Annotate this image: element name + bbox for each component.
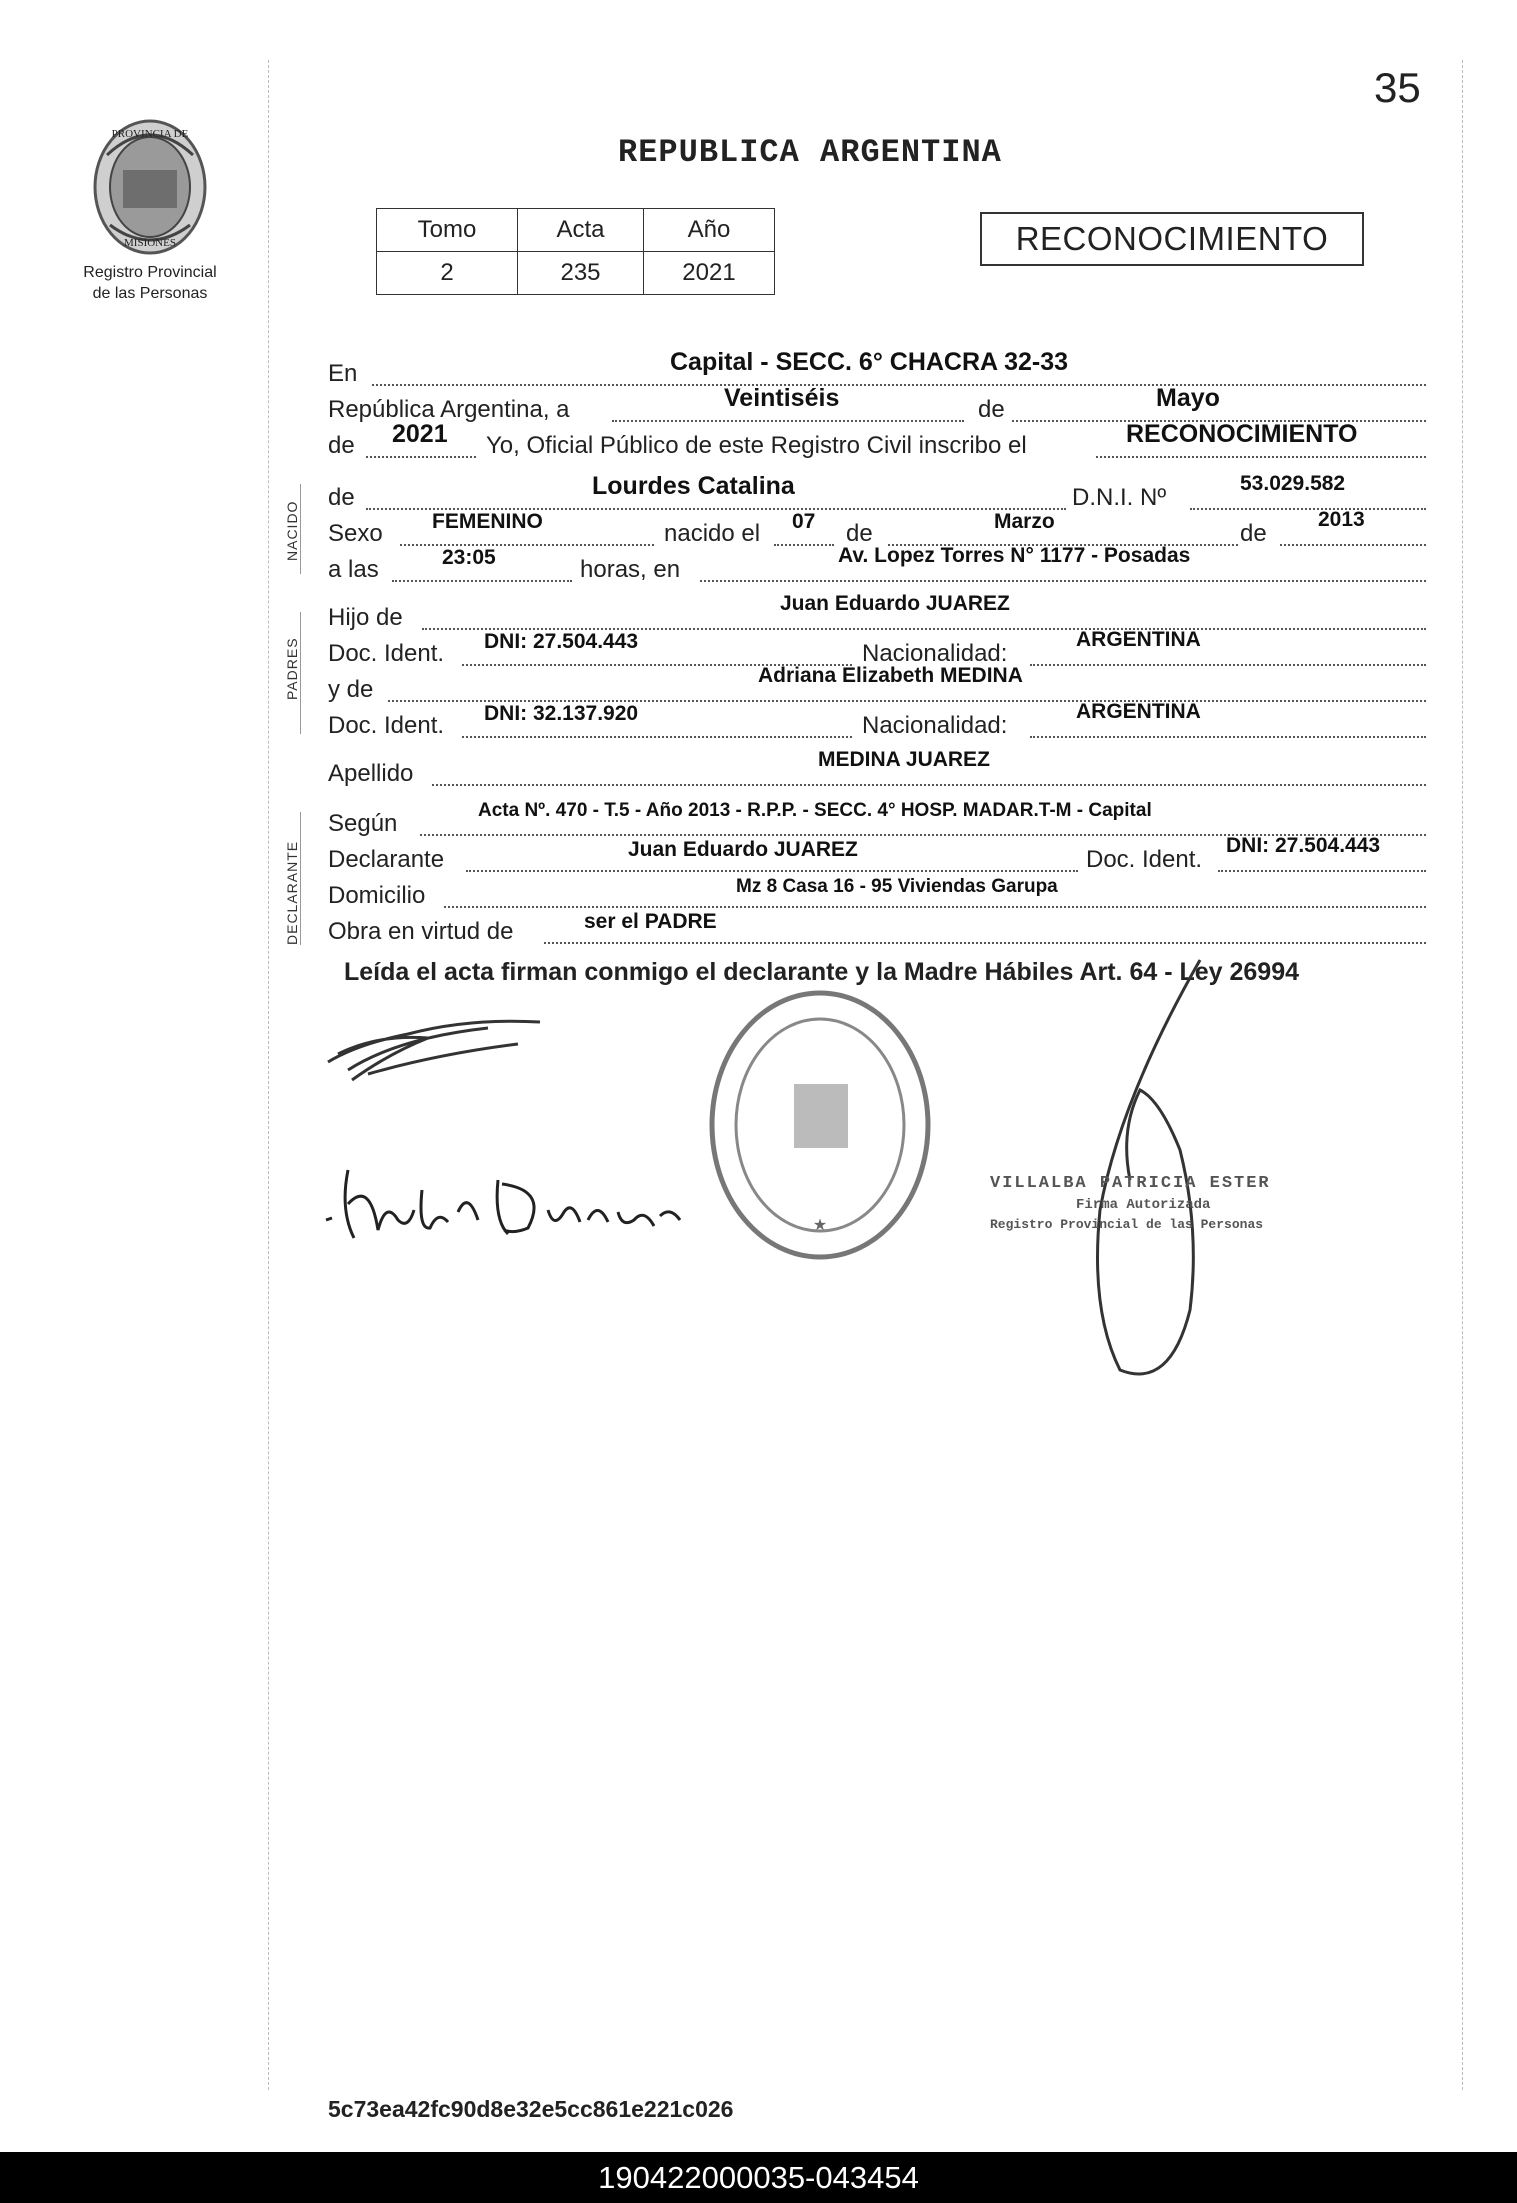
- label-horas-en: horas, en: [580, 556, 681, 583]
- value-according-to: Acta Nº. 470 - T.5 - Año 2013 - R.P.P. - SECC. 4° HOSP. MADAR.T-M - Capital: [478, 800, 1152, 821]
- right-margin-line: [1462, 60, 1463, 2090]
- value-act: RECONOCIMIENTO: [1126, 420, 1358, 448]
- side-bar-padres: [300, 612, 301, 734]
- value-year: 2021: [392, 420, 448, 448]
- left-margin-line: [268, 60, 269, 2090]
- registry-logo: [70, 115, 230, 302]
- dotted-line: [432, 784, 1426, 786]
- value-mother-doc: DNI: 32.137.920: [484, 702, 639, 725]
- signature-3-icon: [1060, 950, 1260, 1390]
- page-number: 35: [1374, 64, 1421, 111]
- label-de-birth-month: de: [846, 520, 873, 547]
- value-father-nationality: ARGENTINA: [1076, 628, 1201, 651]
- label-obra-en-virtud: Obra en virtud de: [328, 918, 514, 945]
- value-day: Veintiséis: [724, 384, 840, 412]
- label-nacionalidad-1: Nacionalidad:: [862, 640, 1008, 667]
- label-sexo: Sexo: [328, 520, 383, 547]
- label-domicilio: Domicilio: [328, 882, 426, 909]
- logo-caption-line1: Registro Provincial: [83, 264, 217, 281]
- label-declarante: Declarante: [328, 846, 445, 873]
- dotted-line: [466, 870, 1078, 872]
- dotted-line: [462, 736, 852, 738]
- value-birth-day: 07: [792, 510, 816, 533]
- side-bar-nacido: [300, 484, 301, 574]
- value-declarant: Juan Eduardo JUAREZ: [628, 838, 858, 861]
- side-label-padres: PADRES: [284, 637, 300, 700]
- svg-text:★: ★: [812, 1217, 828, 1234]
- value-sex: FEMENINO: [432, 510, 543, 533]
- dotted-line: [774, 544, 834, 546]
- label-de-year: de: [328, 432, 355, 459]
- label-apellido: Apellido: [328, 760, 414, 787]
- act-type-box: RECONOCIMIENTO: [980, 212, 1364, 266]
- svg-text:PROVINCIA DE: PROVINCIA DE: [111, 128, 189, 140]
- value-acta: 235: [518, 252, 644, 295]
- value-name: Lourdes Catalina: [592, 472, 795, 500]
- value-surname: MEDINA JUAREZ: [818, 748, 990, 771]
- value-address: Mz 8 Casa 16 - 95 Viviendas Garupa: [736, 876, 1058, 897]
- value-birth-place: Av. Lopez Torres N° 1177 - Posadas: [838, 544, 1191, 567]
- value-ano: 2021: [644, 252, 775, 295]
- header-ano: Año: [644, 209, 775, 252]
- signature-2-icon: [318, 1150, 698, 1260]
- label-doc-ident-3: Doc. Ident.: [1086, 846, 1203, 873]
- label-de-month: de: [978, 396, 1005, 423]
- dotted-line: [1190, 508, 1426, 510]
- logo-caption-line2: de las Personas: [92, 285, 208, 302]
- header-acta: Acta: [518, 209, 644, 252]
- value-tomo: 2: [377, 252, 518, 295]
- dotted-line: [392, 580, 572, 582]
- label-dni: D.N.I. Nº: [1072, 484, 1167, 511]
- closing-text: Leída el acta firman conmigo el declarante y la Madre Hábiles Art. 64 - Ley 26994: [344, 958, 1300, 986]
- value-father-name: Juan Eduardo JUAREZ: [780, 592, 1010, 615]
- dotted-line: [366, 456, 476, 458]
- side-label-declarante: DECLARANTE: [284, 840, 300, 945]
- authority-stamp: [990, 1174, 1271, 1232]
- label-en: En: [328, 360, 358, 387]
- dotted-line: [444, 906, 1426, 908]
- header-tomo: Tomo: [377, 209, 518, 252]
- value-by-virtue: ser el PADRE: [584, 910, 717, 933]
- dotted-line: [612, 420, 964, 422]
- value-month: Mayo: [1156, 384, 1220, 412]
- side-bar-declarante: [300, 812, 301, 945]
- dotted-line: [1030, 664, 1426, 666]
- footer-code-bar: 190422000035-043454: [0, 2152, 1517, 2203]
- label-y-de: y de: [328, 676, 374, 703]
- label-de-birth-year: de: [1240, 520, 1267, 547]
- dotted-line: [700, 580, 1426, 582]
- dotted-line: [400, 544, 654, 546]
- value-mother-name: Adriana Elizabeth MEDINA: [758, 664, 1023, 687]
- dotted-line: [544, 942, 1426, 944]
- label-de-name: de: [328, 484, 355, 511]
- label-a-las: a las: [328, 556, 379, 583]
- label-yo-oficial: Yo, Oficial Público de este Registro Civil inscribo el: [486, 432, 1027, 459]
- dotted-line: [1096, 456, 1426, 458]
- stamp-line3: Registro Provincial de las Personas: [990, 1217, 1264, 1232]
- document-hash: 5c73ea42fc90d8e32e5cc861e221c026: [328, 2096, 734, 2122]
- provincial-seal-icon: [85, 115, 215, 260]
- dotted-line: [1280, 544, 1426, 546]
- dotted-line: [372, 384, 1426, 386]
- value-dni: 53.029.582: [1240, 472, 1346, 495]
- value-place: Capital - SECC. 6° CHACRA 32-33: [670, 348, 1069, 376]
- value-mother-nationality: ARGENTINA: [1076, 700, 1201, 723]
- signature-1-icon: [318, 1004, 558, 1094]
- label-nacido-el: nacido el: [664, 520, 761, 547]
- label-doc-ident-2: Doc. Ident.: [328, 712, 445, 739]
- side-label-nacido: NACIDO: [284, 500, 300, 561]
- value-birth-time: 23:05: [442, 546, 496, 569]
- value-declarant-doc: DNI: 27.504.443: [1226, 834, 1381, 857]
- value-birth-month: Marzo: [994, 510, 1055, 533]
- label-segun: Según: [328, 810, 398, 837]
- value-father-doc: DNI: 27.504.443: [484, 630, 639, 653]
- label-republica: República Argentina, a: [328, 396, 570, 423]
- stamp-line1: VILLALBA PATRICIA ESTER: [990, 1174, 1271, 1193]
- official-seal-icon: [700, 980, 940, 1270]
- svg-text:MISIONES: MISIONES: [124, 237, 176, 249]
- value-birth-year: 2013: [1318, 508, 1365, 531]
- label-hijo-de: Hijo de: [328, 604, 403, 631]
- label-nacionalidad-2: Nacionalidad:: [862, 712, 1008, 739]
- dotted-line: [1030, 736, 1426, 738]
- registry-table: [376, 208, 775, 295]
- country-title: REPUBLICA ARGENTINA: [618, 134, 1002, 171]
- dotted-line: [1218, 870, 1426, 872]
- stamp-line2: Firma Autorizada: [1076, 1197, 1211, 1213]
- label-doc-ident-1: Doc. Ident.: [328, 640, 445, 667]
